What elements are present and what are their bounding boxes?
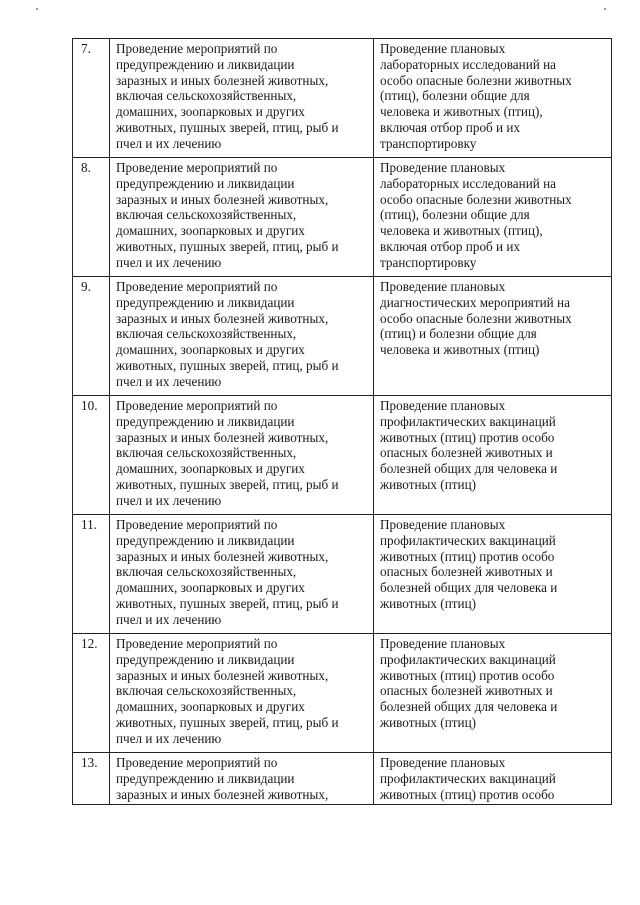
table-row [73,753,612,805]
service-name-cell: Проведение мероприятий по предупреждению и ликвидации заразных и иных болезней животных, включая сельскохозяйственных, домашних, зоопарковых и других животных, пушных зверей, птиц, рыб и пчел и их лечению [110,634,374,753]
work-description-cell: Проведение плановых профилактических вакцинаций животных (птиц) против особо опасных болезней животных и болезней общих для человека и животных (птиц) [374,634,612,753]
row-number: 8. [73,158,110,277]
table-row [73,158,612,277]
row-number: 10. [73,396,110,515]
table-row [73,39,612,158]
work-description-cell: Проведение плановых профилактических вакцинаций животных (птиц) против особо опасных болезней животных и болезней общих для человека и животных (птиц) [374,515,612,634]
row-number: 12. [73,634,110,753]
service-name-cell: Проведение мероприятий по предупреждению и ликвидации заразных и иных болезней животных, включая сельскохозяйственных, домашних, зоопарковых и других животных, пушных зверей, птиц, рыб и пчел и их лечению [110,515,374,634]
scan-artifact-dot [36,8,38,10]
service-name-cell: Проведение мероприятий по предупреждению и ликвидации заразных и иных болезней животных, включая сельскохозяйственных, домашних, зоопарковых и других животных, пушных зверей, птиц, рыб и пчел и их лечению [110,396,374,515]
work-description-cell: Проведение плановых лабораторных исследований на особо опасные болезни животных (птиц), болезни общие для человека и животных (птиц), включая отбор проб и их транспортировку [374,39,612,158]
service-name-cell: Проведение мероприятий по предупреждению и ликвидации заразных и иных болезней животных, включая сельскохозяйственных, домашних, зоопарковых и других животных, пушных зверей, птиц, рыб и пчел и их лечению [110,277,374,396]
scan-artifact-dot [604,8,606,10]
work-description-cell: Проведение плановых профилактических вакцинаций животных (птиц) против особо опасных болезней животных и болезней общих для человека и животных (птиц) [374,396,612,515]
table-row [73,515,612,634]
work-description-cell: Проведение плановых лабораторных исследований на особо опасные болезни животных (птиц), болезни общие для человека и животных (птиц), включая отбор проб и их транспортировку [374,158,612,277]
row-number: 13. [73,753,110,805]
services-table [72,38,612,805]
service-name-cell: Проведение мероприятий по предупреждению и ликвидации заразных и иных болезней животных, включая сельскохозяйственных, домашних, зоопарковых и других животных, пушных зверей, птиц, рыб и пчел и их лечению [110,39,374,158]
service-name-cell: Проведение мероприятий по предупреждению и ликвидации заразных и иных болезней животных, [110,753,374,805]
table-row [73,277,612,396]
work-description-cell: Проведение плановых профилактических вакцинаций животных (птиц) против особо [374,753,612,805]
table-row [73,396,612,515]
service-name-cell: Проведение мероприятий по предупреждению и ликвидации заразных и иных болезней животных, включая сельскохозяйственных, домашних, зоопарковых и других животных, пушных зверей, птиц, рыб и пчел и их лечению [110,158,374,277]
row-number: 11. [73,515,110,634]
row-number: 9. [73,277,110,396]
work-description-cell: Проведение плановых диагностических мероприятий на особо опасные болезни животных (птиц) и болезни общие для человека и животных (птиц) [374,277,612,396]
table-row [73,634,612,753]
row-number: 7. [73,39,110,158]
